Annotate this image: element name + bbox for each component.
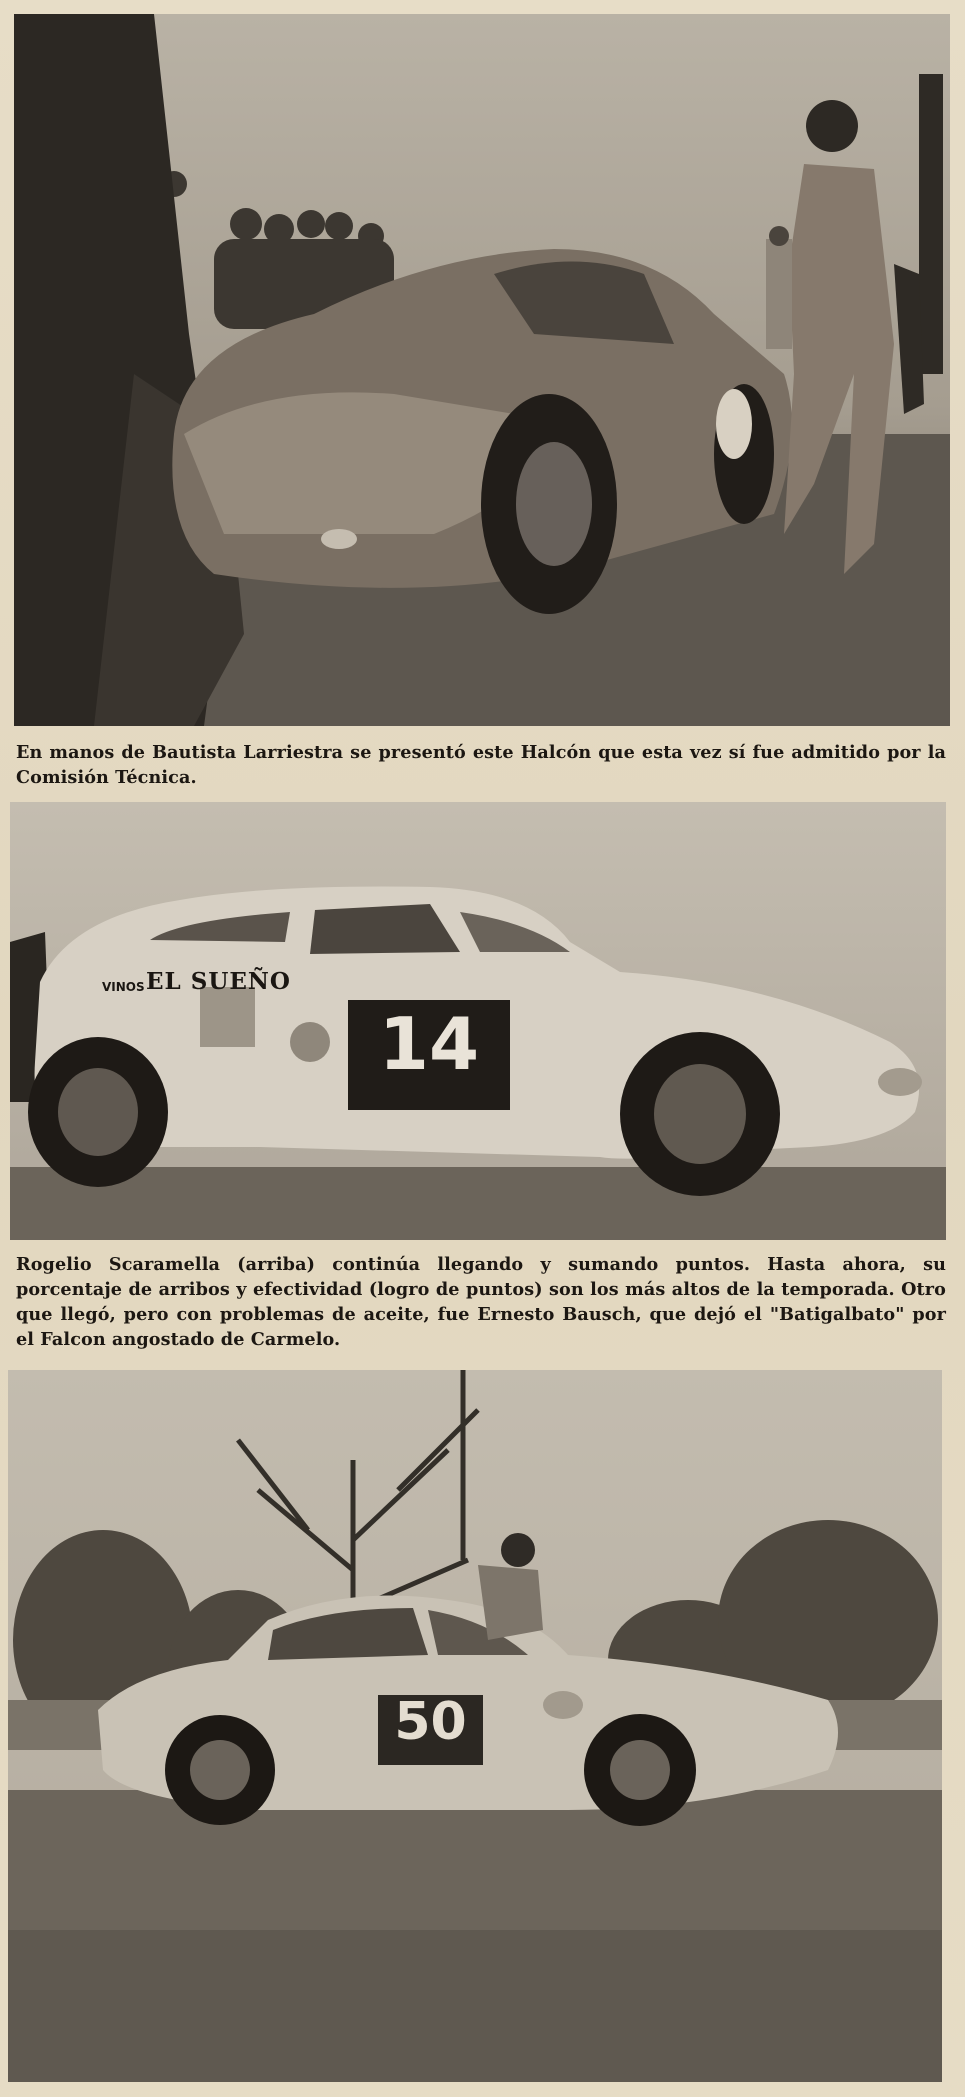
caption-halcon — [16, 740, 946, 794]
race-number-50: 50 — [394, 1692, 467, 1752]
photo-car-50 — [8, 1370, 942, 2082]
race-car-photo-icon — [14, 14, 950, 726]
race-number-14: 14 — [378, 1002, 480, 1086]
photo-car-14 — [10, 802, 946, 1240]
caption-text: En manos de Bautista Larriestra se presentó este Halcón que esta vez sí fue admitido por la Comisión Técnica. — [16, 742, 946, 788]
sponsor-text: EL SUEÑO — [146, 968, 291, 995]
caption-text: Rogelio Scaramella (arriba) continúa llegando y sumando puntos. Hasta ahora, su porcentaje de arribos y efectividad (logro de puntos) son los más altos de la temporada. Otro que llegó, pero con problemas de aceite, fue Ernesto Bausch, que dejó el "Batigalbato" por el Falcon angostado de Carmelo. — [16, 1254, 946, 1350]
photo-halcon-car — [14, 14, 950, 726]
sponsor-prefix: VINOS — [102, 980, 145, 994]
caption-scaramella — [16, 1252, 946, 1352]
